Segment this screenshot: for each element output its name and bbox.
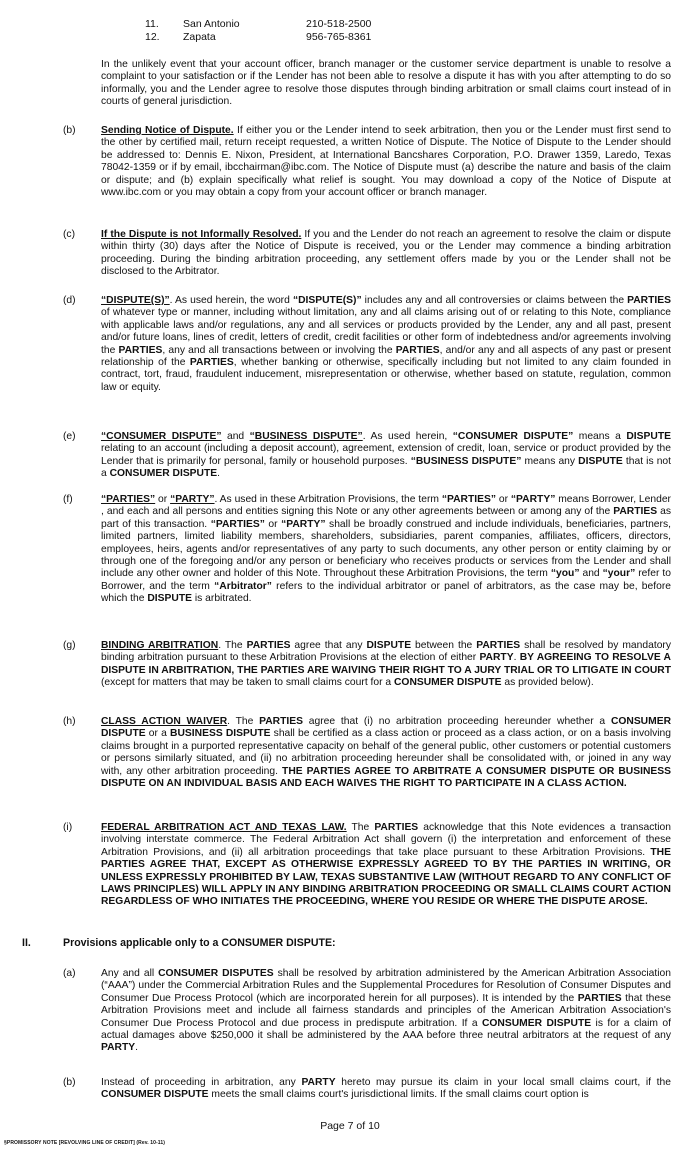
section-label: (h): [63, 716, 76, 727]
section-label: (f): [63, 494, 73, 505]
section-label: (i): [63, 822, 73, 833]
section-label: (a): [63, 968, 76, 979]
section-f: “PARTIES” or “PARTY”. As used in these Arbitration Provisions, the term “PARTIES” or “PARTY” means Borrower, Lender , and each and all persons and entities signing this Note or any other agreements between or among any of the PARTIES as part of this transaction. “PARTIES” or “PARTY” shall be broadly construed and include individuals, beneficiaries, partners, limited partners, limited liability members, shareholders, subsidiaries, parent companies, affiliates, officers, directors, employees, heirs, agents and/or representatives of any party to such documents, any other person or entity claiming by or through one of the foregoing and/or any person or beneficiary who receives products or services from the Lender and shall include any other owner and holder of this Note. Throughout these Arbitration Provisions, the term “you” and “your” refer to Borrower, and the term “Arbitrator” refers to the individual arbitrator or panel of arbitrators, as the case may be, before which the DISPUTE is arbitrated.: [101, 494, 671, 605]
section-heading: BINDING ARBITRATION: [101, 640, 219, 651]
list-name: Zapata: [183, 31, 216, 43]
section-i: FEDERAL ARBITRATION ACT AND TEXAS LAW. The PARTIES acknowledge that this Note evidences a transaction involving interstate commerce. The Federal Arbitration Act shall govern (i) the interpretation and enforcement of these Arbitration Provisions, and (ii) all arbitration proceedings that take place pursuant to these Arbitration Provisions. THE PARTIES AGREE THAT, EXCEPT AS OTHERWISE EXPRESSLY AGREED TO BY THE PARTIES IN WRITING, OR UNLESS EXPRESSLY PROHIBITED BY LAW, TEXAS SUBSTANTIVE LAW (WITHOUT REGARD TO ANY CONFLICT OF LAWS PRINCIPLES) WILL APPLY IN ANY BINDING ARBITRATION PROCEEDING OR SMALL CLAIMS COURT ACTION REGARDLESS OF WHO INITIATES THE PROCEEDING, WHERE YOU RESIDE OR WHERE THE DISPUTE AROSE.: [101, 822, 672, 908]
section-label: (g): [63, 640, 76, 651]
section-heading: “BUSINESS DISPUTE”: [249, 431, 363, 442]
section-heading: If the Dispute is not Informally Resolved.: [101, 229, 302, 240]
section-b: Sending Notice of Dispute. If either you or the Lender intend to seek arbitration, then you or the Lender must first send to the other by certified mail, return receipt requested, a written Notice of Dispute. The Notice of Dispute to the Lender should be addressed to: Dennis E. Nixon, President, at International Bancshares Corporation, P.O. Drawer 1359, Laredo, Texas 78042-1359 or if by email, ibcchairman@ibc.com. The Notice of Dispute must (a) describe the nature and basis of the claim or dispute; and (b) explain specifically what relief is sought. You may download a copy of the Notice of Dispute at www.ibc.com or you may obtain a copy from your account officer or branch manager.: [101, 125, 671, 199]
section-g: BINDING ARBITRATION. The PARTIES agree that any DISPUTE between the PARTIES shall be resolved by mandatory binding arbitration pursuant to these Arbitration Provisions at the election of either PARTY. BY AGREEING TO RESOLVE A DISPUTE IN ARBITRATION, THE PARTIES ARE WAIVING THEIR RIGHT TO A JURY TRIAL OR TO LITIGATE IN COURT (except for matters that may be taken to small claims court for a CONSUMER DISPUTE as provided below).: [101, 640, 672, 689]
section-h: CLASS ACTION WAIVER. The PARTIES agree that (i) no arbitration proceeding hereunder whether a CONSUMER DISPUTE or a BUSINESS DISPUTE shall be certified as a class action or proceed as a class action, or on a basis involving claims brought in a purported representative capacity on behalf of the general public, other customers or potential customers or persons similarly situated, and (ii) no arbitration proceeding hereunder shall be consolidated with, or joined in any way with, any other arbitration proceeding. THE PARTIES AGREE TO ARBITRATE A CONSUMER DISPUTE OR BUSINESS DISPUTE ON AN INDIVIDUAL BASIS AND EACH WAIVES THE RIGHT TO PARTICIPATE IN A CLASS ACTION.: [101, 716, 672, 790]
section-label: (e): [63, 431, 76, 442]
section-heading: Sending Notice of Dispute.: [101, 125, 234, 136]
list-number: 12.: [145, 31, 160, 43]
section-e: “CONSUMER DISPUTE” and “BUSINESS DISPUTE”. As used herein, “CONSUMER DISPUTE” means a DISPUTE relating to an account (including a deposit account), agreement, extension of credit, loan, service or product provided by the Lender that is primarily for personal, family or household purposes. “BUSINESS DISPUTE” means any DISPUTE that is not a CONSUMER DISPUTE.: [101, 431, 672, 480]
list-number: 11.: [145, 18, 159, 30]
section-label: (b): [63, 1077, 76, 1088]
section-number: II.: [22, 937, 31, 949]
list-name: San Antonio: [183, 18, 240, 30]
section-ii-a: Any and all CONSUMER DISPUTES shall be resolved by arbitration administered by the American Arbitration Association (“AAA”) under the Commercial Arbitration Rules and the Supplemental Procedures for Resolution of Consumer Disputes and Consumer Due Process Protocol (which are incorporated herein for all purposes). It is intended by the PARTIES that these Arbitration Provisions meet and include all fairness standards and principles of the American Arbitration Association's Consumer Due Process Protocol and due process in predispute arbitration. If a CONSUMER DISPUTE is for a claim of actual damages above $250,000 it shall be administered by the AAA before three neutral arbitrators at the request of any PARTY.: [101, 968, 671, 1054]
list-phone: 956-765-8361: [306, 31, 372, 43]
intro-paragraph: In the unlikely event that your account officer, branch manager or the customer service department is unable to resolve a complaint to your satisfaction or if the Lender has not been able to resolve a dispute it has with you after attempting to do so informally, you and the Lender agree to resolve those disputes through binding arbitration or small claims court instead of in courts of general jurisdiction.: [101, 59, 671, 108]
list-phone: 210-518-2500: [306, 18, 372, 30]
section-heading: “PARTY”: [170, 494, 215, 505]
section-heading: CLASS ACTION WAIVER: [101, 716, 228, 727]
section-ii-b: Instead of proceeding in arbitration, any PARTY hereto may pursue its claim in your local small claims court, if the CONSUMER DISPUTE meets the small claims court's jurisdictional limits. If the small claims court option is: [101, 1077, 672, 1101]
section-label: (d): [63, 295, 76, 306]
section-label: (c): [63, 229, 76, 240]
section-heading: “DISPUTE(S)”: [101, 295, 170, 306]
section-title: Provisions applicable only to a CONSUMER DISPUTE:: [63, 937, 336, 949]
page-number: Page 7 of 10: [320, 1120, 380, 1132]
section-heading: FEDERAL ARBITRATION ACT AND TEXAS LAW.: [101, 822, 347, 833]
section-d: “DISPUTE(S)”. As used herein, the word “DISPUTE(S)” includes any and all controversies or claims between the PARTIES of whatever type or manner, including without limitation, any and all claims arising out of or relating to this Note, compliance with applicable laws and/or regulations, any and all services or products provided by the Lender, any and all past, present and/or future loans, lines of credit, letters of credit, credit facilities or other form of indebtedness and/or agreements involving the PARTIES, any and all transactions between or involving the PARTIES, and/or any and all aspects of any past or present relationship of the PARTIES, whether banking or otherwise, specifically including but not limited to any claim founded in contract, tort, fraud, fraudulent inducement, misrepresentation or otherwise, whether based on statute, regulation, common law or equity.: [101, 295, 672, 393]
section-label: (b): [63, 125, 76, 136]
document-id: §PROMISSORY NOTE [REVOLVING LINE OF CREDIT] (Rev. 10-11): [4, 1140, 165, 1146]
section-c: If the Dispute is not Informally Resolved. If you and the Lender do not reach an agreement to resolve the claim or dispute within thirty (30) days after the Notice of Dispute is received, you or the Lender may commence a binding arbitration proceeding. During the binding arbitration proceeding, any settlement offers made by you or the Lender shall not be disclosed to the Arbitrator.: [101, 229, 672, 278]
section-heading: “CONSUMER DISPUTE”: [101, 431, 222, 442]
section-heading: “PARTIES”: [101, 494, 156, 505]
